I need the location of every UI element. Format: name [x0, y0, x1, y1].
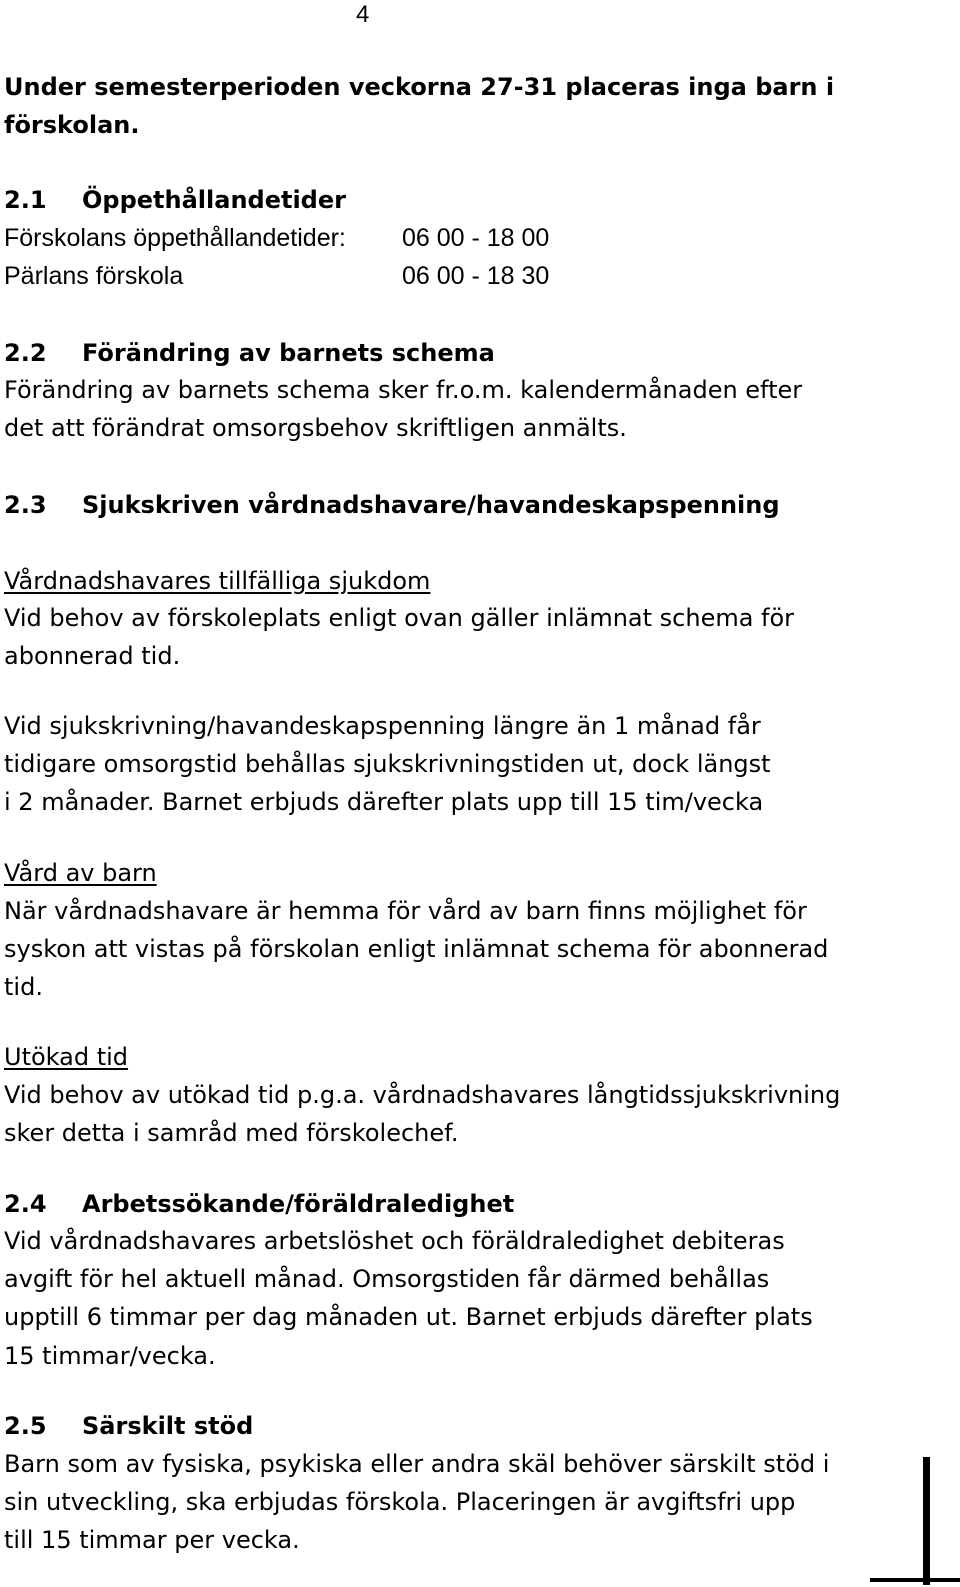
paragraph-line: Barn som av fysiska, psykiska eller andra skäl behöver särskilt stöd i [4, 1450, 830, 1478]
intro-line: Under semesterperioden veckorna 27-31 placeras inga barn i [4, 73, 835, 101]
paragraph-line: Vid behov av förskoleplats enligt ovan gäller inlämnat schema för [4, 604, 795, 632]
section-2-1-heading [4, 185, 346, 215]
paragraph-line: Förändring av barnets schema sker fr.o.m. kalendermånaden efter [4, 376, 803, 404]
paragraph-line: sin utveckling, ska erbjudas förskola. Placeringen är avgiftsfri upp [4, 1488, 796, 1516]
paragraph-line: sker detta i samråd med förskolechef. [4, 1119, 459, 1147]
paragraph-line: Vid behov av utökad tid p.g.a. vårdnadshavares långtidssjukskrivning [4, 1081, 841, 1109]
section-title: Sjukskriven vårdnadshavare/havandeskapspenning [82, 491, 780, 519]
section-2-4-heading [4, 1189, 514, 1219]
section-number: 2.3 [4, 491, 47, 519]
paragraph-line: till 15 timmar per vecka. [4, 1526, 300, 1554]
margin-mark-horizontal [870, 1578, 960, 1582]
section-number: 2.1 [4, 186, 47, 214]
opening-hours-row [4, 223, 904, 253]
section-number: 2.4 [4, 1190, 47, 1218]
subheading: Utökad tid [4, 1043, 129, 1071]
subheading: Vård av barn [4, 859, 157, 887]
section-number: 2.2 [4, 339, 47, 367]
paragraph-line: Vid vårdnadshavares arbetslöshet och föräldraledighet debiteras [4, 1227, 785, 1255]
section-title: Särskilt stöd [82, 1412, 254, 1440]
opening-hours-time: 06 00 - 18 00 [402, 224, 550, 252]
section-title: Öppethållandetider [82, 186, 346, 214]
intro-line: förskolan. [4, 111, 140, 139]
paragraph-line: abonnerad tid. [4, 642, 181, 670]
paragraph-line: upptill 6 timmar per dag månaden ut. Barnet erbjuds därefter plats [4, 1303, 813, 1331]
opening-hours-label: Pärlans förskola [4, 262, 184, 290]
opening-hours-row [4, 261, 904, 291]
section-2-2-heading [4, 338, 495, 368]
paragraph-line: När vårdnadshavare är hemma för vård av barn finns möjlighet för [4, 897, 807, 925]
section-number: 2.5 [4, 1412, 47, 1440]
section-title: Förändring av barnets schema [82, 339, 495, 367]
opening-hours-time: 06 00 - 18 30 [402, 262, 550, 290]
paragraph-line: avgift för hel aktuell månad. Omsorgstiden får därmed behållas [4, 1265, 770, 1293]
opening-hours-label: Förskolans öppethållandetider: [4, 224, 346, 252]
section-2-3-heading [4, 490, 780, 520]
margin-mark-vertical [923, 1457, 930, 1585]
paragraph-line: det att förändrat omsorgsbehov skriftligen anmälts. [4, 414, 627, 442]
paragraph-line: tidigare omsorgstid behållas sjukskrivningstiden ut, dock längst [4, 750, 771, 778]
section-2-5-heading [4, 1411, 253, 1441]
subheading: Vårdnadshavares tillfälliga sjukdom [4, 567, 431, 595]
paragraph-line: Vid sjukskrivning/havandeskapspenning längre än 1 månad får [4, 712, 761, 740]
paragraph-line: syskon att vistas på förskolan enligt inlämnat schema för abonnerad [4, 935, 829, 963]
paragraph-line: tid. [4, 973, 43, 1001]
section-title: Arbetssökande/föräldraledighet [82, 1190, 515, 1218]
paragraph-line: 15 timmar/vecka. [4, 1342, 216, 1370]
page-number: 4 [356, 1, 370, 28]
paragraph-line: i 2 månader. Barnet erbjuds därefter plats upp till 15 tim/vecka [4, 788, 764, 816]
